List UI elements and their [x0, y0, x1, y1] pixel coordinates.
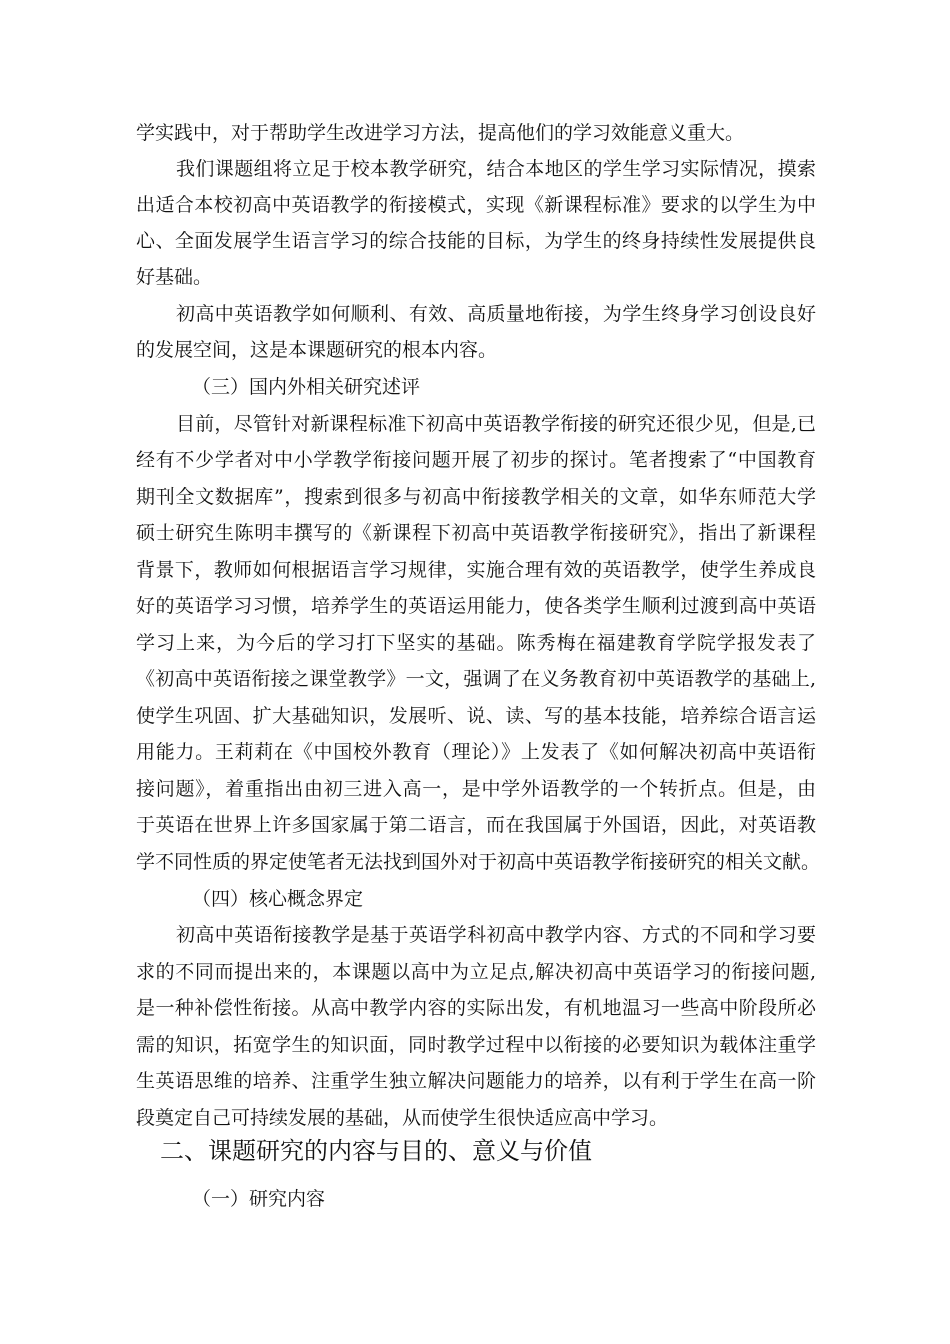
body-text-line: 我们课题组将立足于校本教学研究，结合本地区的学生学习实际情况，摸索 [176, 158, 816, 180]
section-heading: 二、课题研究的内容与目的、意义与价值 [160, 1137, 592, 1165]
subsection-heading: （一）研究内容 [192, 1188, 326, 1210]
body-text-line: 是一种补偿性衔接。从高中教学内容的实际出发，有机地温习一些高中阶段所必 [136, 997, 816, 1019]
body-text-line: 硕士研究生陈明丰撰写的《新课程下初高中英语教学衔接研究》，指出了新课程 [136, 522, 816, 544]
body-text-line: 目前，尽管针对新课程标准下初高中英语教学衔接的研究还很少见，但是,已 [176, 413, 816, 435]
body-text-line: 出适合本校初高中英语教学的衔接模式，实现《新课程标准》要求的以学生为中 [136, 194, 816, 216]
body-text-line: 生英语思维的培养、注重学生独立解决问题能力的培养，以有利于学生在高一阶 [136, 1070, 816, 1092]
body-text-line: 段奠定自己可持续发展的基础，从而使学生很快适应高中学习。 [136, 1107, 669, 1129]
body-text-line: 学习上来，为今后的学习打下坚实的基础。陈秀梅在福建教育学院学报发表了 [136, 632, 816, 654]
body-text-line: 初高中英语教学如何顺利、有效、高质量地衔接，为学生终身学习创设良好 [176, 303, 816, 325]
subsection-heading: （四）核心概念界定 [192, 888, 364, 910]
body-text-line: 经有不少学者对中小学教学衔接问题开展了初步的探讨。笔者搜索了“中国教育 [136, 449, 816, 471]
body-text-line: 背景下，教师如何根据语言学习规律，实施合理有效的英语教学，使学生养成良 [136, 559, 816, 581]
body-text-line: 求的不同而提出来的，本课题以高中为立足点,解决初高中英语学习的衔接问题, [136, 961, 816, 983]
body-text-line: 学实践中，对于帮助学生改进学习方法，提高他们的学习效能意义重大。 [136, 122, 745, 144]
body-text-line: 期刊全文数据库”，搜索到很多与初高中衔接教学相关的文章，如华东师范大学 [136, 486, 816, 508]
body-text-line: 学不同性质的界定使笔者无法找到国外对于初高中英语教学衔接研究的相关文献。 [136, 851, 821, 873]
body-text-line: 初高中英语衔接教学是基于英语学科初高中教学内容、方式的不同和学习要 [176, 924, 816, 946]
body-text-line: 需的知识，拓宽学生的知识面，同时教学过程中以衔接的必要知识为载体注重学 [136, 1034, 816, 1056]
body-text-line: 的发展空间，这是本课题研究的根本内容。 [136, 339, 498, 361]
body-text-line: 《初高中英语衔接之课堂教学》一文，强调了在义务教育初中英语教学的基础上, [136, 668, 816, 690]
body-text-line: 好的英语学习习惯，培养学生的英语运用能力，使各类学生顺利过渡到高中英语 [136, 595, 816, 617]
body-text-line: 好基础。 [136, 266, 213, 288]
body-text-line: 接问题》，着重指出由初三进入高一，是中学外语教学的一个转折点。但是，由 [136, 778, 816, 800]
body-text-line: 使学生巩固、扩大基础知识，发展听、说、读、写的基本技能，培养综合语言运 [136, 705, 816, 727]
body-text-line: 心、全面发展学生语言学习的综合技能的目标，为学生的终身持续性发展提供良 [136, 230, 816, 252]
body-text-line: 于英语在世界上许多国家属于第二语言，而在我国属于外国语，因此，对英语教 [136, 814, 816, 836]
body-text-line: 用能力。王莉莉在《中国校外教育（理论）》上发表了《如何解决初高中英语衔 [136, 741, 816, 763]
subsection-heading: （三）国内外相关研究述评 [192, 376, 421, 398]
